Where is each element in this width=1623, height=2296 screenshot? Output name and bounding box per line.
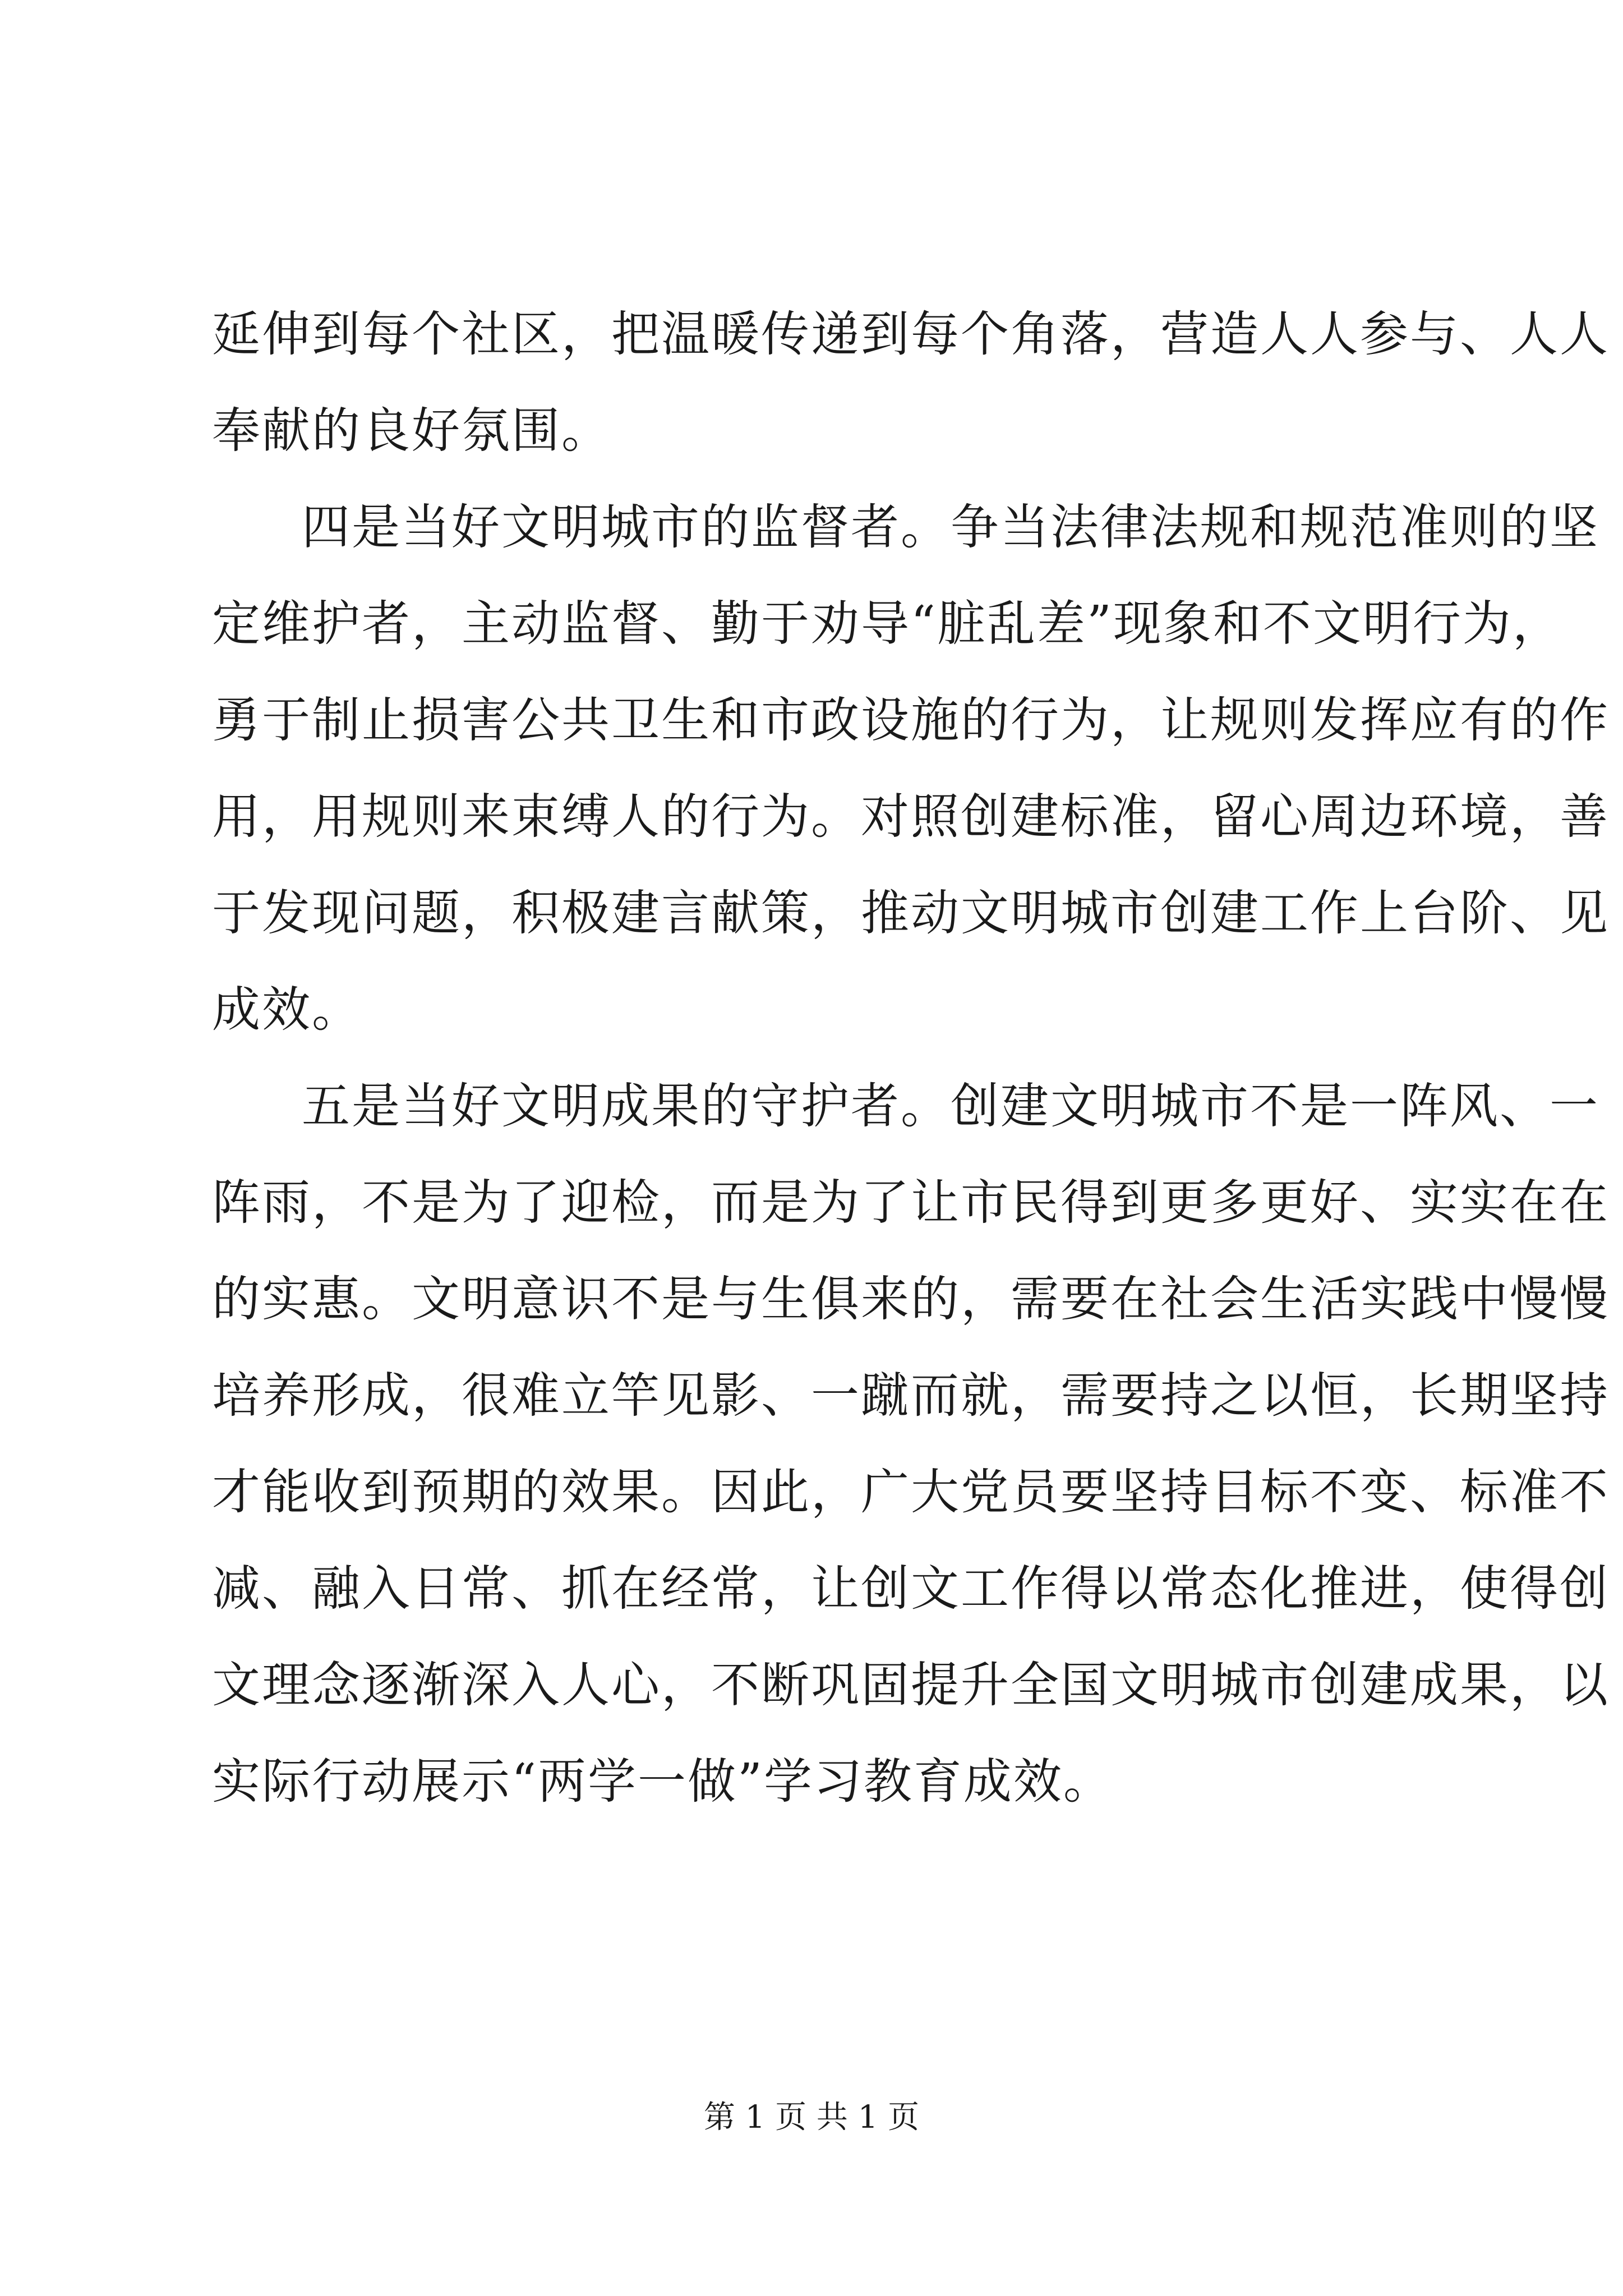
text-line: 阵雨，不是为了迎检，而是为了让市民得到更多更好、实实在在: [212, 1175, 1610, 1231]
text-line: 减、融入日常、抓在经常，让创文工作得以常态化推进，使得创: [212, 1561, 1610, 1617]
text-line: 的实惠。文明意识不是与生俱来的，需要在社会生活实践中慢慢: [212, 1271, 1610, 1327]
paragraph: [212, 479, 1610, 1058]
text-line: 用，用规则来束缚人的行为。对照创建标准，留心周边环境，善: [212, 789, 1610, 845]
paragraph: [212, 1058, 1610, 1830]
text-line: 于发现问题，积极建言献策，推动文明城市创建工作上台阶、见: [212, 885, 1610, 941]
paragraph: [212, 286, 1610, 479]
text-line: 文理念逐渐深入人心，不断巩固提升全国文明城市创建成果，以: [212, 1657, 1610, 1713]
text-line: 五是当好文明成果的守护者。创建文明城市不是一阵风、一: [302, 1078, 1599, 1134]
text-line: 定维护者，主动监督、勤于劝导“脏乱差”现象和不文明行为，: [212, 596, 1562, 652]
text-line: 勇于制止损害公共卫生和市政设施的行为，让规则发挥应有的作: [212, 692, 1610, 748]
text-line: 才能收到预期的效果。因此，广大党员要坚持目标不变、标准不: [212, 1464, 1610, 1520]
text-line: 延伸到每个社区，把温暖传递到每个角落，营造人人参与、人人: [212, 306, 1610, 362]
text-line: 实际行动展示“两学一做”学习教育成效。: [212, 1754, 1113, 1810]
text-line: 奉献的良好氛围。: [212, 403, 611, 459]
page-footer: [0, 2095, 1623, 2140]
text-line: 培养形成，很难立竿见影、一蹴而就，需要持之以恒，长期坚持: [212, 1368, 1610, 1424]
text-line: 成效。: [212, 982, 362, 1038]
body-text: [212, 286, 1610, 1830]
text-line: 四是当好文明城市的监督者。争当法律法规和规范准则的坚: [302, 499, 1599, 555]
page-number-label: 第 1 页 共 1 页: [703, 2099, 920, 2136]
